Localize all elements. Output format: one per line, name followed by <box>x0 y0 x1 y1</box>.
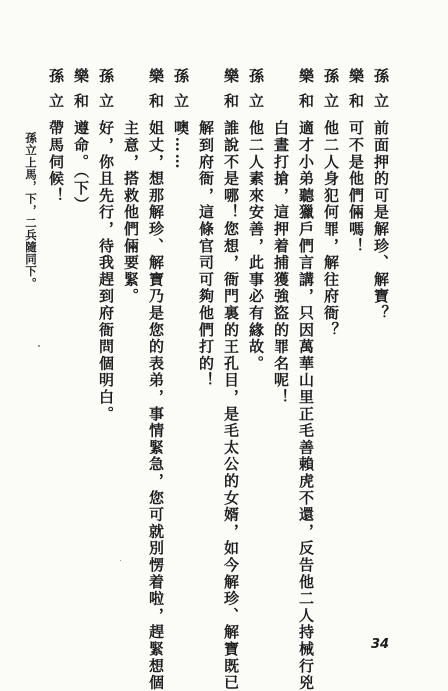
dialogue-column <box>95 68 117 422</box>
dialogue-line: 主意，搭救他們倆要緊。 <box>122 120 140 305</box>
dialogue-line: 誰說不是哪！您想，衙門裏的王孔目，是毛太公的女婿，如今解珍、解寶既已 <box>222 120 240 691</box>
dialogue-column <box>120 68 142 305</box>
dialogue-line: 遵命。（下） <box>72 120 90 214</box>
speaker-name: 孫立 <box>97 68 115 118</box>
speaker-name: 樂和 <box>222 68 240 118</box>
speaker-name: 孫立 <box>47 68 65 118</box>
dialogue-column <box>270 68 292 406</box>
dialogue-line: 前面押的可是解珍、解寶？ <box>372 120 390 322</box>
dialogue-line: 姐丈，想那解珍、解寶乃是您的表弟，事情緊急，您可就別愣着啦，趕緊想個 <box>147 120 165 691</box>
dialogue-column <box>295 68 317 691</box>
dialogue-column <box>220 68 242 691</box>
dialogue-column <box>70 68 92 213</box>
dialogue-line: 帶馬伺候！ <box>47 120 65 204</box>
dialogue-line: 解到府衙，這條官司可夠他們打的！ <box>197 120 215 389</box>
speaker-name: 樂和 <box>147 68 165 118</box>
dialogue-line: 好，你且先行，待我趕到府衙問個明白。 <box>97 120 115 423</box>
paper-speck <box>38 345 40 347</box>
dialogue-column <box>170 68 192 170</box>
stage-direction: 孫立上馬，下，二兵隨同下。 <box>24 132 38 290</box>
dialogue-column <box>345 68 367 254</box>
dialogue-line: 白晝打搶，這押着捕獲強盜的罪名呢！ <box>272 120 290 406</box>
dialogue-column <box>370 68 392 322</box>
speaker-name: 孫立 <box>372 68 390 118</box>
speaker-name: 孫立 <box>322 68 340 118</box>
speaker-name: 孫立 <box>172 68 190 118</box>
dialogue-line: 噢…… <box>172 120 190 171</box>
paper-speck <box>120 560 121 561</box>
dialogue-line: 他二人素來安善，此事必有緣故。 <box>247 120 265 372</box>
speaker-name: 樂和 <box>297 68 315 118</box>
dialogue-line: 可不是他們倆嗎！ <box>347 120 365 255</box>
dialogue-line: 適才小弟聽獵戶們言講，只因萬華山里正毛善賴虎不還，反告他二人持械行兇 <box>297 120 315 691</box>
dialogue-column <box>245 68 267 372</box>
page-number: 34 <box>371 637 390 652</box>
dialogue-column <box>45 68 67 204</box>
speaker-name: 樂和 <box>72 68 90 118</box>
dialogue-line: 他二人身犯何罪，解往府衙？ <box>322 120 340 339</box>
dialogue-column <box>320 68 342 338</box>
dialogue-column <box>195 68 217 389</box>
speaker-name: 孫立 <box>247 68 265 118</box>
dialogue-column <box>145 68 167 691</box>
speaker-name: 樂和 <box>347 68 365 118</box>
